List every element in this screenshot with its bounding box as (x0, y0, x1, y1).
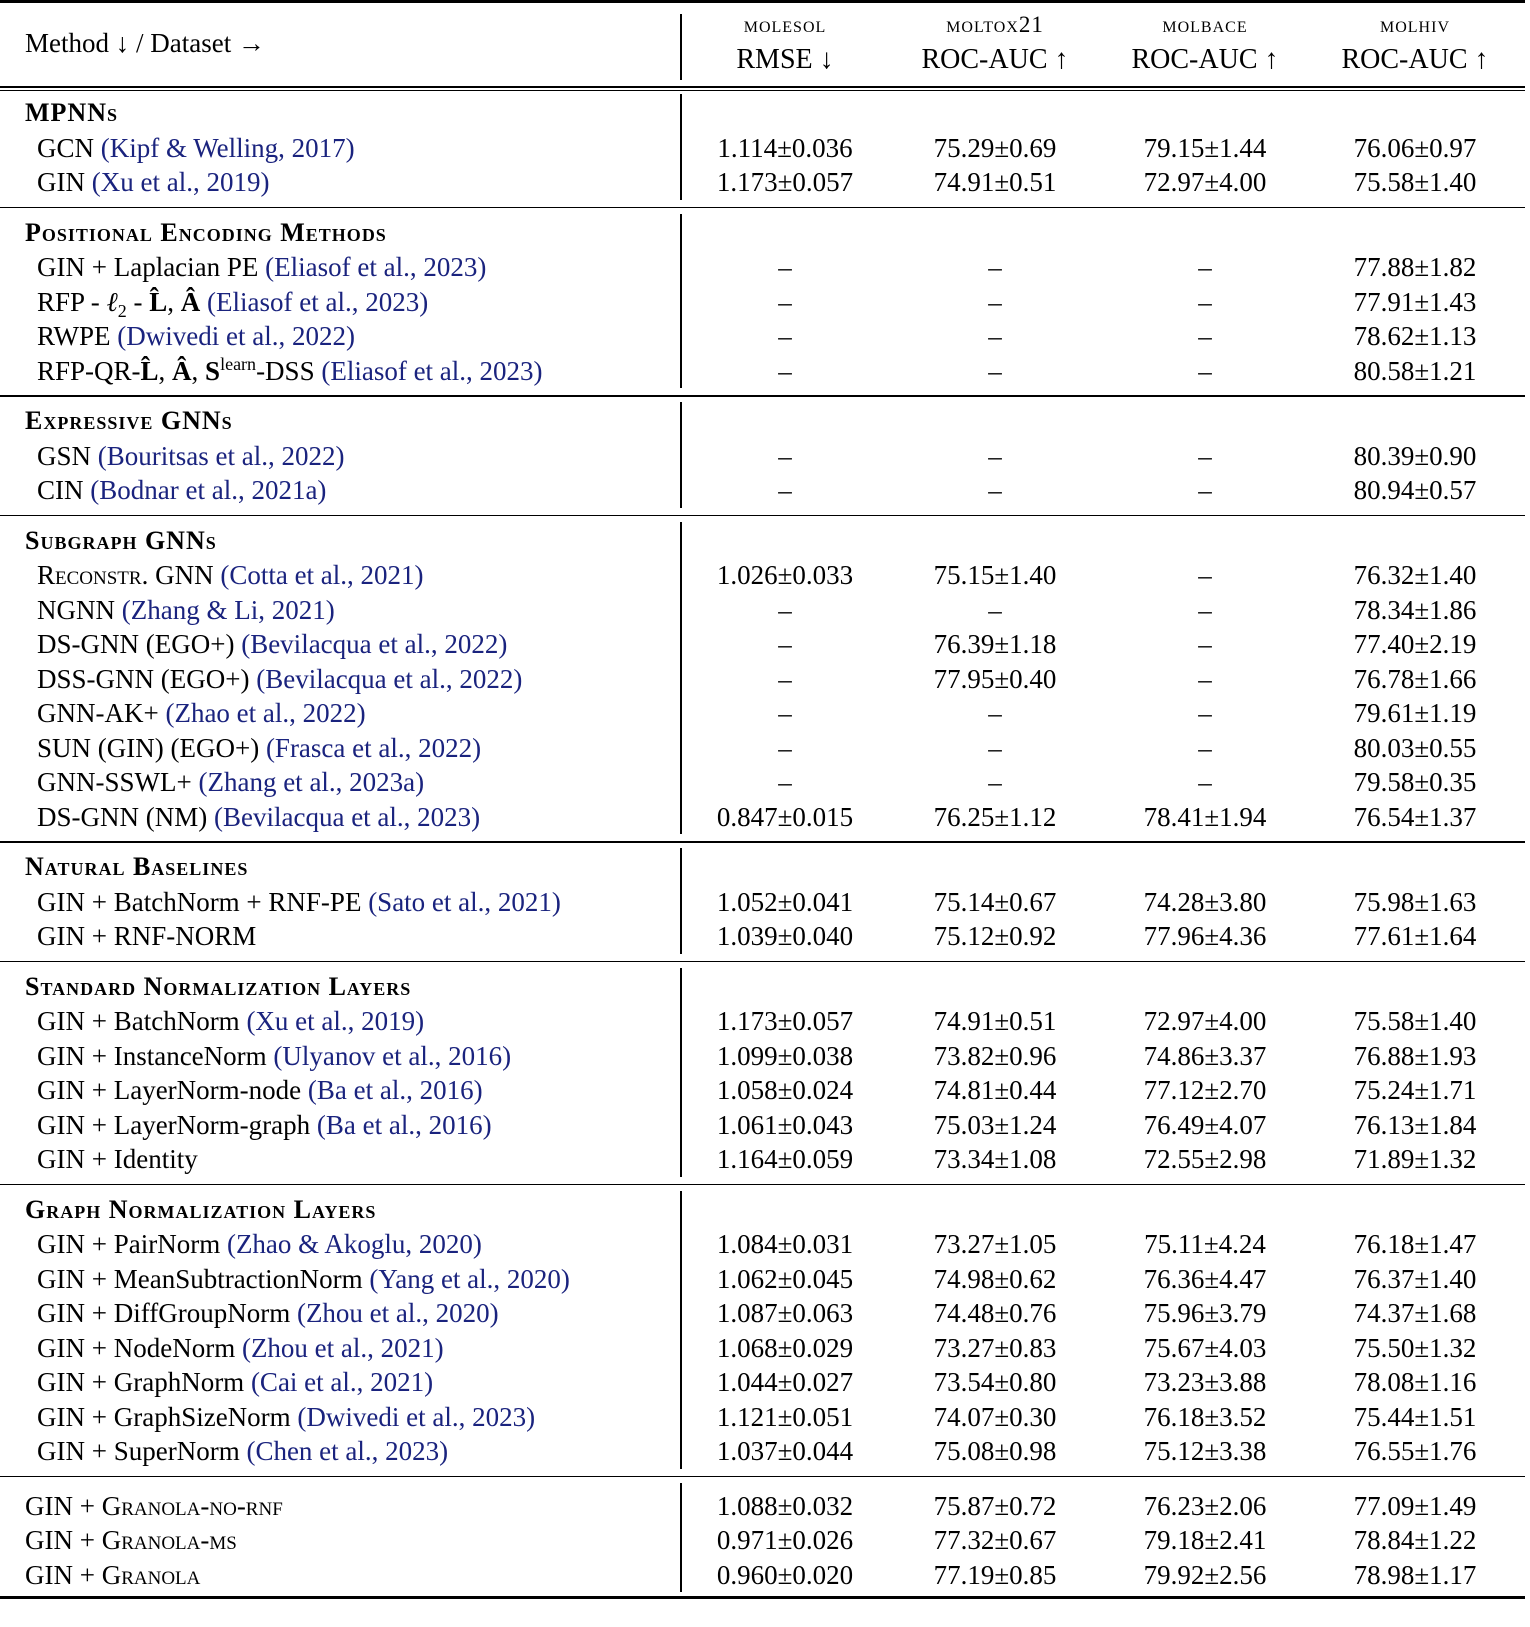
method-name: DSS-GNN (EGO+) (Bevilacqua et al., 2022) (37, 663, 523, 694)
table-row (0, 439, 1525, 473)
cell-value: 76.25±1.12 (933, 801, 1057, 832)
method-name: DS-GNN (NM) (Bevilacqua et al., 2023) (37, 801, 481, 832)
method-smallcaps: Reconstr. (37, 560, 149, 590)
citation-link[interactable]: (Bouritsas et al., 2022) (97, 440, 345, 471)
table-row (0, 1331, 1525, 1365)
cell-value: 75.98±1.63 (1353, 886, 1477, 917)
table-row (0, 885, 1525, 919)
method-name: GIN + Identity (37, 1144, 198, 1174)
citation-link[interactable]: (Frasca et al., 2022) (265, 732, 482, 763)
cell-value: 1.088±0.032 (716, 1490, 854, 1521)
table-row (0, 473, 1525, 507)
col-header-metric-molhiv: ROC-AUC ↑ (1341, 44, 1489, 75)
cell-value: 73.27±0.83 (933, 1332, 1057, 1363)
table-row (0, 696, 1525, 730)
section-rule (0, 207, 1525, 209)
method-name: GIN + DiffGroupNorm (Zhou et al., 2020) (37, 1298, 499, 1328)
cell-value: 73.82±0.96 (933, 1040, 1057, 1071)
citation-link[interactable]: (Bodnar et al., 2021a) (90, 475, 327, 505)
section-title: Natural Baselines (25, 852, 249, 881)
table-row (0, 354, 1525, 388)
citation-link[interactable]: (Eliasof et al., 2023) (321, 355, 543, 386)
cell-value: – (778, 767, 792, 797)
cell-value: 75.12±0.92 (933, 921, 1057, 951)
cell-value: – (778, 440, 792, 471)
cell-value: 75.67±4.03 (1143, 1332, 1267, 1363)
cell-value: 1.068±0.029 (716, 1332, 854, 1363)
math-ell: ℓ (106, 286, 118, 317)
method-name: GIN + Granola-no-rnf (25, 1490, 283, 1521)
citation-link[interactable]: (Ulyanov et al., 2016) (273, 1040, 512, 1071)
cell-value: – (1198, 560, 1212, 590)
math-A-hat: Â (172, 355, 192, 386)
method-name: GIN + Granola (25, 1559, 201, 1590)
citation-link[interactable]: (Xu et al., 2019) (246, 1006, 425, 1036)
method-name: GIN + BatchNorm (Xu et al., 2019) (37, 1006, 425, 1036)
method-name: RWPE (Dwivedi et al., 2022) (37, 321, 355, 351)
cell-value: – (1198, 732, 1212, 763)
cell-value: 77.40±2.19 (1353, 629, 1477, 659)
cell-value: 75.44±1.51 (1353, 1401, 1477, 1432)
cell-value: 75.15±1.40 (933, 560, 1057, 590)
cell-value: 1.061±0.043 (716, 1109, 854, 1140)
cell-value: 72.55±2.98 (1143, 1144, 1267, 1174)
section-title: Subgraph GNNs (25, 525, 217, 555)
top-rule (0, 0, 1525, 3)
method-name: GIN + RNF-NORM (37, 921, 257, 951)
method-name: GNN-AK+ (Zhao et al., 2022) (37, 698, 366, 728)
citation-link[interactable]: (Kipf & Welling, 2017) (100, 132, 355, 163)
method-name: GIN + LayerNorm-node (Ba et al., 2016) (37, 1075, 483, 1105)
method-smallcaps: Granola-no-rnf (101, 1490, 283, 1521)
citation-link[interactable]: (Zhang et al., 2023a) (198, 767, 425, 797)
math-L-hat: L̂ (140, 355, 159, 386)
cell-value: 75.08±0.98 (933, 1436, 1057, 1466)
cell-value: 77.61±1.64 (1353, 921, 1477, 951)
cell-value: 1.164±0.059 (716, 1144, 854, 1174)
cell-value: – (778, 475, 792, 505)
section-rule (0, 515, 1525, 517)
cell-value: 1.037±0.044 (716, 1436, 854, 1466)
method-name: GIN + Granola-ms (25, 1525, 237, 1555)
table-row (0, 1434, 1525, 1468)
cell-value: – (1198, 767, 1212, 797)
cell-value: 1.058±0.024 (716, 1075, 854, 1105)
table-row (0, 558, 1525, 592)
cell-value: 1.173±0.057 (716, 1006, 854, 1036)
section-rule (0, 1184, 1525, 1186)
math-A-hat: Â (180, 286, 201, 317)
table-row (0, 1262, 1525, 1296)
cell-value: 1.114±0.036 (717, 132, 853, 163)
section-title: Expressive GNNs (25, 406, 233, 435)
citation-link[interactable]: (Ba et al., 2016) (307, 1075, 483, 1105)
cell-value: 76.13±1.84 (1353, 1109, 1477, 1140)
citation-link[interactable]: (Eliasof et al., 2023) (207, 286, 429, 317)
cell-value: 73.34±1.08 (933, 1144, 1057, 1174)
cell-value: 1.062±0.045 (716, 1263, 854, 1294)
section-rule (0, 961, 1525, 963)
cell-value: 76.32±1.40 (1353, 560, 1477, 590)
cell-value: 76.18±1.47 (1353, 1229, 1477, 1259)
cell-value: 76.78±1.66 (1353, 663, 1477, 694)
citation-link[interactable]: (Ba et al., 2016) (316, 1109, 492, 1140)
cell-value: 76.37±1.40 (1353, 1263, 1477, 1294)
cell-value: 0.960±0.020 (716, 1559, 854, 1590)
cell-value: 79.61±1.19 (1353, 698, 1477, 728)
header-rule-2 (0, 90, 1525, 91)
section-title: Positional Encoding Methods (25, 217, 387, 247)
cell-value: 76.06±0.97 (1353, 132, 1477, 163)
cell-value: 77.12±2.70 (1143, 1075, 1267, 1105)
method-name: GIN (Xu et al., 2019) (37, 167, 270, 197)
col-header-dataset-molhiv: molhiv (1380, 12, 1450, 37)
cell-value: 76.54±1.37 (1353, 801, 1477, 832)
cell-value: 74.37±1.68 (1353, 1298, 1477, 1328)
cell-value: 76.23±2.06 (1143, 1490, 1267, 1521)
cell-value: 79.92±2.56 (1143, 1559, 1267, 1590)
cell-value: 78.08±1.16 (1353, 1367, 1477, 1397)
cell-value: 72.97±4.00 (1143, 167, 1267, 197)
cell-value: 75.87±0.72 (933, 1490, 1057, 1521)
cell-value: 77.88±1.82 (1353, 252, 1477, 282)
cell-value: 78.98±1.17 (1353, 1559, 1477, 1590)
method-name: GIN + GraphSizeNorm (Dwivedi et al., 2023) (37, 1401, 536, 1432)
cell-value: 77.32±0.67 (933, 1525, 1057, 1555)
cell-value: – (988, 252, 1002, 282)
cell-value: 76.49±4.07 (1143, 1109, 1267, 1140)
method-name: GIN + BatchNorm + RNF-PE (Sato et al., 2021) (37, 886, 561, 917)
method-name: SUN (GIN) (EGO+) (Frasca et al., 2022) (37, 732, 482, 763)
table-row (0, 1039, 1525, 1073)
column-divider (680, 522, 682, 835)
cell-value: 80.94±0.57 (1353, 475, 1477, 505)
col-header-metric-moltox21: ROC-AUC ↑ (921, 44, 1069, 75)
cell-value: – (988, 594, 1002, 625)
citation-link[interactable]: (Dwivedi et al., 2023) (297, 1401, 536, 1432)
cell-value: 80.03±0.55 (1353, 732, 1477, 763)
cell-value: 72.97±4.00 (1143, 1006, 1267, 1036)
section-rule (0, 395, 1525, 397)
table-row (0, 1296, 1525, 1330)
citation-link[interactable]: (Zhou et al., 2021) (241, 1332, 444, 1363)
citation-link[interactable]: (Eliasof et al., 2023) (265, 252, 487, 282)
cell-value: – (1198, 440, 1212, 471)
table-row (0, 250, 1525, 284)
cell-value: 74.86±3.37 (1143, 1040, 1267, 1071)
citation-link[interactable]: (Cotta et al., 2021) (220, 560, 424, 590)
cell-value: 74.91±0.51 (933, 1006, 1057, 1036)
method-name: GIN + NodeNorm (Zhou et al., 2021) (37, 1332, 444, 1363)
cell-value: – (1198, 594, 1212, 625)
cell-value: – (778, 355, 792, 386)
table-row (0, 131, 1525, 165)
cell-value: – (988, 286, 1002, 317)
cell-value: 74.81±0.44 (933, 1075, 1057, 1105)
col-header-dataset-molbace: molbace (1162, 12, 1248, 37)
col-header-metric-molesol: RMSE ↓ (736, 44, 834, 75)
cell-value: – (778, 698, 792, 728)
cell-value: 75.50±1.32 (1353, 1332, 1477, 1363)
column-divider (680, 1191, 682, 1469)
table-row (0, 662, 1525, 696)
method-smallcaps: Granola-ms (101, 1525, 237, 1555)
cell-value: 78.34±1.86 (1353, 594, 1477, 625)
method-name: GIN + MeanSubtractionNorm (Yang et al., 2020) (37, 1263, 570, 1294)
cell-value: – (1198, 698, 1212, 728)
bottom-rule (0, 1596, 1525, 1599)
cell-value: 0.971±0.026 (716, 1525, 854, 1555)
cell-value: 75.58±1.40 (1353, 1006, 1477, 1036)
table-row (0, 765, 1525, 799)
cell-value: – (1198, 286, 1212, 317)
cell-value: – (1198, 321, 1212, 351)
cell-value: 74.98±0.62 (933, 1263, 1057, 1294)
cell-value: 75.14±0.67 (933, 886, 1057, 917)
cell-value: 1.084±0.031 (716, 1229, 854, 1259)
table-row (0, 1489, 1525, 1523)
col-header-metric-molbace: ROC-AUC ↑ (1131, 44, 1279, 75)
column-divider (680, 94, 682, 200)
table-row (0, 1004, 1525, 1038)
table-row (0, 919, 1525, 953)
column-divider (680, 214, 682, 389)
method-name: GCN (Kipf & Welling, 2017) (37, 132, 355, 163)
method-name: GIN + SuperNorm (Chen et al., 2023) (37, 1436, 449, 1466)
cell-value: – (988, 767, 1002, 797)
cell-value: – (778, 286, 792, 317)
method-name: GSN (Bouritsas et al., 2022) (37, 440, 345, 471)
column-divider (680, 968, 682, 1177)
table-row (0, 285, 1525, 319)
cell-value: 79.15±1.44 (1143, 132, 1267, 163)
citation-link[interactable]: (Zhang & Li, 2021) (121, 594, 335, 625)
method-name: GNN-SSWL+ (Zhang et al., 2023a) (37, 767, 425, 797)
cell-value: 75.96±3.79 (1143, 1298, 1267, 1328)
col-header-dataset-molesol: molesol (743, 12, 827, 37)
cell-value: 74.48±0.76 (933, 1298, 1057, 1328)
cell-value: 74.07±0.30 (933, 1401, 1057, 1432)
table-row (0, 1073, 1525, 1107)
cell-value: – (1198, 355, 1212, 386)
cell-value: 71.89±1.32 (1353, 1144, 1477, 1174)
cell-value: 76.39±1.18 (933, 629, 1057, 659)
cell-value: 75.24±1.71 (1353, 1075, 1477, 1105)
math-superscript: learn (220, 353, 257, 374)
cell-value: 73.54±0.80 (933, 1367, 1057, 1397)
cell-value: 77.91±1.43 (1353, 286, 1477, 317)
cell-value: – (988, 475, 1002, 505)
method-name: RFP-QR-L̂, Â, $S^{learn}$-DSS (Eliasof et al., 2023) (37, 353, 543, 386)
citation-link[interactable]: (Zhao et al., 2022) (165, 698, 366, 728)
cell-value: 1.052±0.041 (716, 886, 854, 917)
cell-value: 74.91±0.51 (933, 167, 1057, 197)
method-name: GIN + InstanceNorm (Ulyanov et al., 2016) (37, 1040, 512, 1071)
citation-link[interactable]: (Bevilacqua et al., 2022) (256, 663, 523, 694)
cell-value: 1.087±0.063 (716, 1298, 854, 1328)
cell-value: 79.18±2.41 (1143, 1525, 1267, 1555)
cell-value: 78.62±1.13 (1353, 321, 1477, 351)
cell-value: 77.96±4.36 (1143, 921, 1267, 951)
citation-link[interactable]: (Bevilacqua et al., 2022) (241, 629, 508, 659)
col-header-dataset-moltox21: moltox21 (946, 12, 1044, 37)
table-row (0, 1400, 1525, 1434)
column-divider (680, 1483, 682, 1593)
table-row (0, 627, 1525, 661)
header-rule-1 (0, 86, 1525, 88)
cell-value: 1.026±0.033 (716, 560, 854, 590)
cell-value: – (988, 698, 1002, 728)
math-subscript: 2 (117, 300, 127, 321)
method-smallcaps: Granola (101, 1559, 201, 1590)
section-title: Standard Normalization Layers (25, 971, 412, 1001)
cell-value: 1.099±0.038 (716, 1040, 854, 1071)
cell-value: 73.23±3.88 (1143, 1367, 1267, 1397)
table-row (0, 800, 1525, 834)
cell-value: 77.09±1.49 (1353, 1490, 1477, 1521)
cell-value: 76.55±1.76 (1353, 1436, 1477, 1466)
citation-link[interactable]: (Yang et al., 2020) (369, 1263, 570, 1294)
cell-value: 1.039±0.040 (716, 921, 854, 951)
method-name: GIN + PairNorm (Zhao & Akoglu, 2020) (37, 1229, 482, 1259)
section-title: Graph Normalization Layers (25, 1194, 377, 1224)
cell-value: – (778, 663, 792, 694)
cell-value: 76.18±3.52 (1143, 1401, 1267, 1432)
cell-value: 75.11±4.24 (1144, 1229, 1266, 1259)
table-row (0, 1365, 1525, 1399)
section-title: MPNNs (25, 98, 118, 127)
cell-value: – (1198, 252, 1212, 282)
cell-value: – (988, 440, 1002, 471)
table-row (0, 1227, 1525, 1261)
method-name: Reconstr. GNN (Cotta et al., 2021) (37, 560, 424, 590)
table-row (0, 319, 1525, 353)
citation-link[interactable]: (Xu et al., 2019) (91, 167, 270, 197)
cell-value: 75.03±1.24 (933, 1109, 1057, 1140)
cell-value: 1.121±0.051 (716, 1401, 854, 1432)
citation-link[interactable]: (Chen et al., 2023) (246, 1436, 449, 1466)
method-name: GIN + Laplacian PE (Eliasof et al., 2023) (37, 252, 487, 282)
cell-value: 76.36±4.47 (1143, 1263, 1267, 1294)
cell-value: – (778, 732, 792, 763)
cell-value: 76.88±1.93 (1353, 1040, 1477, 1071)
cell-value: – (778, 321, 792, 351)
cell-value: 73.27±1.05 (933, 1229, 1057, 1259)
cell-value: – (988, 732, 1002, 763)
method-dataset-header: Method ↓ / Dataset → (25, 28, 265, 58)
column-divider (680, 848, 682, 954)
method-name: GIN + LayerNorm-graph (Ba et al., 2016) (37, 1109, 492, 1140)
table-row (0, 1558, 1525, 1592)
cell-value: – (778, 594, 792, 625)
citation-link[interactable]: (Cai et al., 2021) (250, 1367, 434, 1397)
cell-value: – (1198, 629, 1212, 659)
cell-value: 80.39±0.90 (1353, 440, 1477, 471)
cell-value: 80.58±1.21 (1353, 355, 1477, 386)
table-row (0, 1108, 1525, 1142)
cell-value: 74.28±3.80 (1143, 886, 1267, 917)
cell-value: 77.95±0.40 (933, 663, 1057, 694)
cell-value: – (1198, 475, 1212, 505)
cell-value: 75.29±0.69 (933, 132, 1057, 163)
cell-value: – (988, 321, 1002, 351)
method-name: CIN (Bodnar et al., 2021a) (37, 475, 327, 505)
table-row (0, 165, 1525, 199)
cell-value: 77.19±0.85 (933, 1559, 1057, 1590)
method-name: RFP - ℓ$_2$ - L̂, Â (Eliasof et al., 2023) (37, 286, 429, 321)
cell-value: 79.58±0.35 (1353, 767, 1477, 797)
cell-value: – (778, 252, 792, 282)
section-rule (0, 1476, 1525, 1478)
citation-link[interactable]: (Sato et al., 2021) (368, 886, 561, 917)
math-L-hat: L̂ (149, 286, 168, 317)
cell-value: 75.12±3.38 (1143, 1436, 1267, 1466)
cell-value: 75.58±1.40 (1353, 167, 1477, 197)
cell-value: 1.173±0.057 (716, 167, 854, 197)
section-rule (0, 841, 1525, 843)
cell-value: – (1198, 663, 1212, 694)
cell-value: 0.847±0.015 (716, 801, 854, 832)
method-name: GIN + GraphNorm (Cai et al., 2021) (37, 1367, 434, 1397)
table-row (0, 1142, 1525, 1176)
table-row (0, 731, 1525, 765)
method-name: NGNN (Zhang & Li, 2021) (37, 594, 335, 625)
cell-value: 1.044±0.027 (716, 1367, 854, 1397)
column-divider (680, 402, 682, 508)
cell-value: 78.41±1.94 (1143, 801, 1267, 832)
cell-value: 78.84±1.22 (1353, 1525, 1477, 1555)
citation-link[interactable]: (Zhou et al., 2020) (296, 1298, 499, 1328)
table-row (0, 1523, 1525, 1557)
method-name: DS-GNN (EGO+) (Bevilacqua et al., 2022) (37, 629, 508, 659)
table-row (0, 593, 1525, 627)
citation-link[interactable]: (Dwivedi et al., 2022) (117, 321, 355, 351)
citation-link[interactable]: (Zhao & Akoglu, 2020) (226, 1229, 482, 1259)
cell-value: – (988, 355, 1002, 386)
cell-value: – (778, 629, 792, 659)
citation-link[interactable]: (Bevilacqua et al., 2023) (214, 801, 481, 832)
math-S: S (205, 355, 221, 386)
